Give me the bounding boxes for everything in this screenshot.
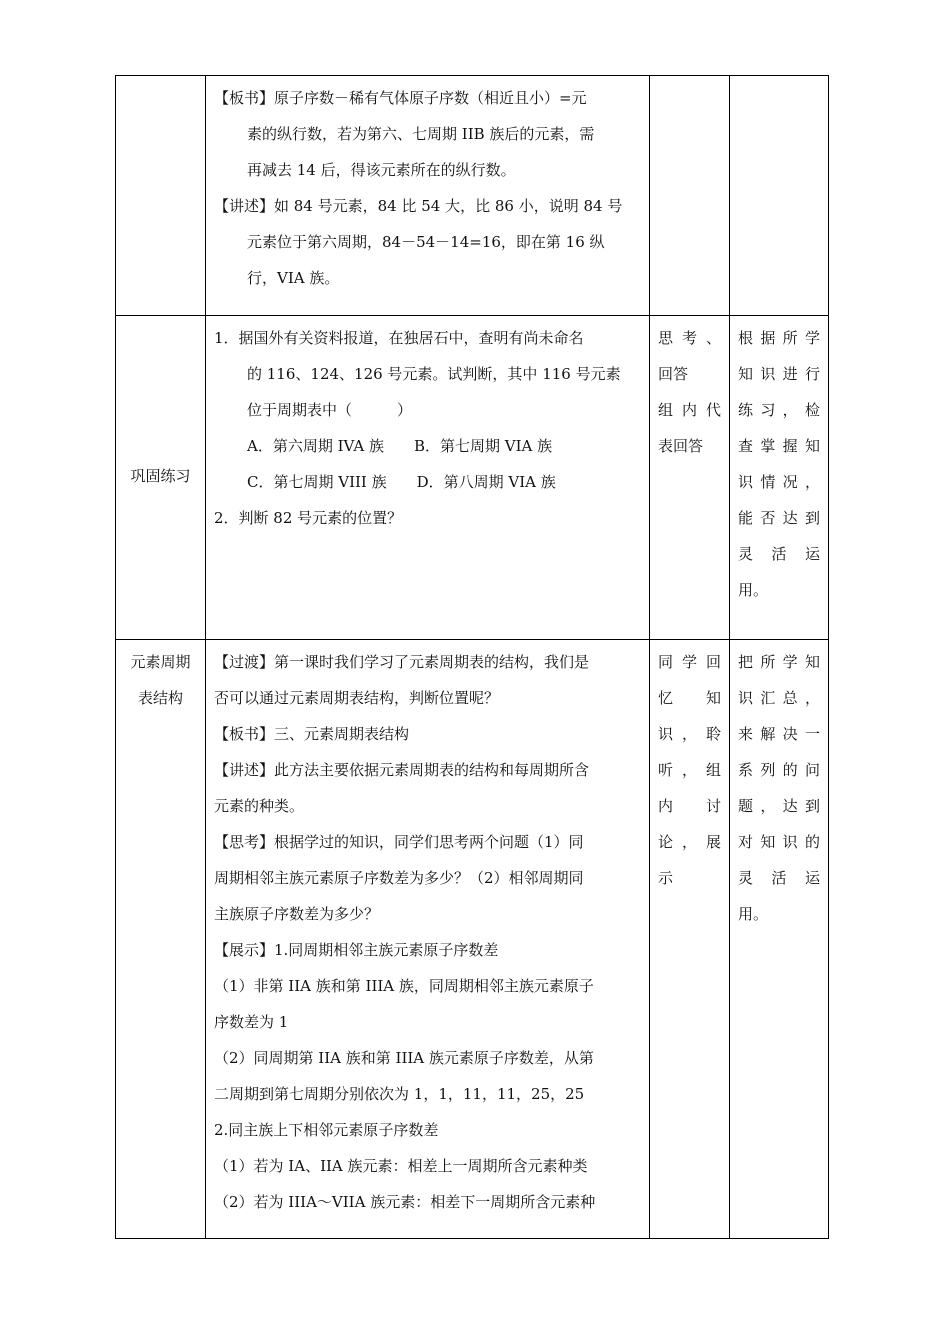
- text-line: 的 116、124、126 号元素。试判断，其中 116 号元素: [247, 365, 621, 383]
- stage-label: 元素周期: [130, 653, 191, 671]
- text-line: 示: [658, 869, 674, 887]
- text-line: 来 解 决 一: [738, 725, 820, 743]
- text-line: 主族原子序数差为多少？: [214, 905, 380, 923]
- text-line: 忆 知: [658, 689, 721, 707]
- text-line: 2．判断 82 号元素的位置？: [214, 509, 403, 527]
- text-line: 论 ， 展: [658, 833, 721, 851]
- text-line: 听 ， 组: [658, 761, 721, 779]
- text-line: （2）若为 IIIA～VIIA 族元素：相差下一周期所含元素种: [214, 1193, 596, 1211]
- teacher-activity-cell: [206, 640, 650, 1239]
- text-line: 元素的种类。: [214, 797, 305, 815]
- text-line: 组 内 代: [658, 401, 721, 419]
- text-line: （2）同周期第 IIA 族和第 IIIA 族元素原子序数差，从第: [214, 1049, 594, 1067]
- text-line: （1）非第 IIA 族和第 IIIA 族，同周期相邻主族元素原子: [214, 977, 594, 995]
- stage-label-cell: [116, 640, 206, 1239]
- design-intent-cell: [730, 640, 829, 1239]
- student-activity-cell: [650, 640, 730, 1239]
- text-line: 素的纵行数，若为第六、七周期 IIB 族后的元素，需: [247, 125, 595, 143]
- text-line: 否可以通过元素周期表结构，判断位置呢？: [214, 689, 500, 707]
- text-line: 【思考】根据学过的知识，同学们思考两个问题（1）同: [214, 833, 584, 851]
- student-activity-cell: [650, 316, 730, 640]
- table-row: [116, 76, 829, 316]
- design-intent-cell: [730, 316, 829, 640]
- text-line: 2.同主族上下相邻元素原子序数差: [214, 1121, 439, 1139]
- text-line: 题 ， 达 到: [738, 797, 820, 815]
- text-line: 【展示】1.同周期相邻主族元素原子序数差: [214, 941, 499, 959]
- design-intent-cell: [730, 76, 829, 316]
- text-line: 同 学 回: [658, 653, 721, 671]
- text-line: 思 考 、: [658, 329, 721, 347]
- text-line: C．第七周期 VIII 族 D．第八周期 VIA 族: [247, 473, 556, 491]
- text-line: （1）若为 IA、IIA 族元素：相差上一周期所含元素种类: [214, 1157, 588, 1175]
- student-activity-cell: [650, 76, 730, 316]
- text-line: 知 识 进 行: [738, 365, 820, 383]
- text-line: 能 否 达 到: [738, 509, 820, 527]
- text-line: 元素位于第六周期，84－54－14=16，即在第 16 纵: [247, 233, 605, 251]
- text-line: 行，VIA 族。: [247, 269, 340, 287]
- teacher-activity-cell: [206, 76, 650, 316]
- text-line: 回答: [658, 365, 689, 383]
- text-line: 查 掌 握 知: [738, 437, 820, 455]
- text-line: 识 汇 总 ，: [738, 689, 820, 707]
- text-line: 对 知 识 的: [738, 833, 820, 851]
- text-line: 序数差为 1: [214, 1013, 289, 1031]
- text-line: 再减去 14 后，得该元素所在的纵行数。: [247, 161, 516, 179]
- stage-label-cell: [116, 316, 206, 640]
- text-line: 二周期到第七周期分别依次为 1，1，11，11，25，25: [214, 1085, 585, 1103]
- text-line: A．第六周期 IVA 族 B．第七周期 VIA 族: [247, 437, 553, 455]
- table-row: [116, 316, 829, 640]
- stage-label: 表结构: [137, 689, 183, 707]
- text-line: 练 习 ， 检: [738, 401, 820, 419]
- text-line: 内 讨: [658, 797, 721, 815]
- text-line: 灵 活 运: [738, 545, 820, 563]
- stage-label-cell: [116, 76, 206, 316]
- text-line: 【讲述】如 84 号元素，84 比 54 大，比 86 小，说明 84 号: [214, 197, 623, 215]
- stage-label: 巩固练习: [130, 467, 191, 485]
- text-line: 表回答: [658, 437, 704, 455]
- text-line: 位于周期表中（ ）: [247, 401, 413, 419]
- text-line: 周期相邻主族元素原子序数差为多少？（2）相邻周期同: [214, 869, 584, 887]
- text-line: 识 ， 聆: [658, 725, 721, 743]
- text-line: 系 列 的 问: [738, 761, 820, 779]
- text-line: 识 情 况 ，: [738, 473, 820, 491]
- table-row: [116, 640, 829, 1239]
- text-line: 【讲述】此方法主要依据元素周期表的结构和每周期所含: [214, 761, 590, 779]
- text-line: 用。: [738, 905, 769, 923]
- text-line: 用。: [738, 581, 769, 599]
- text-line: 把 所 学 知: [738, 653, 820, 671]
- text-line: 【过渡】第一课时我们学习了元素周期表的结构，我们是: [214, 653, 590, 671]
- lesson-plan-table: [115, 75, 829, 1239]
- teacher-activity-cell: [206, 316, 650, 640]
- text-line: 1．据国外有关资料报道，在独居石中，查明有尚未命名: [214, 329, 584, 347]
- text-line: 【板书】三、元素周期表结构: [214, 725, 410, 743]
- text-line: 灵 活 运: [738, 869, 820, 887]
- text-line: 根 据 所 学: [738, 329, 820, 347]
- text-line: 【板书】原子序数－稀有气体原子序数（相近且小）=元: [214, 89, 587, 107]
